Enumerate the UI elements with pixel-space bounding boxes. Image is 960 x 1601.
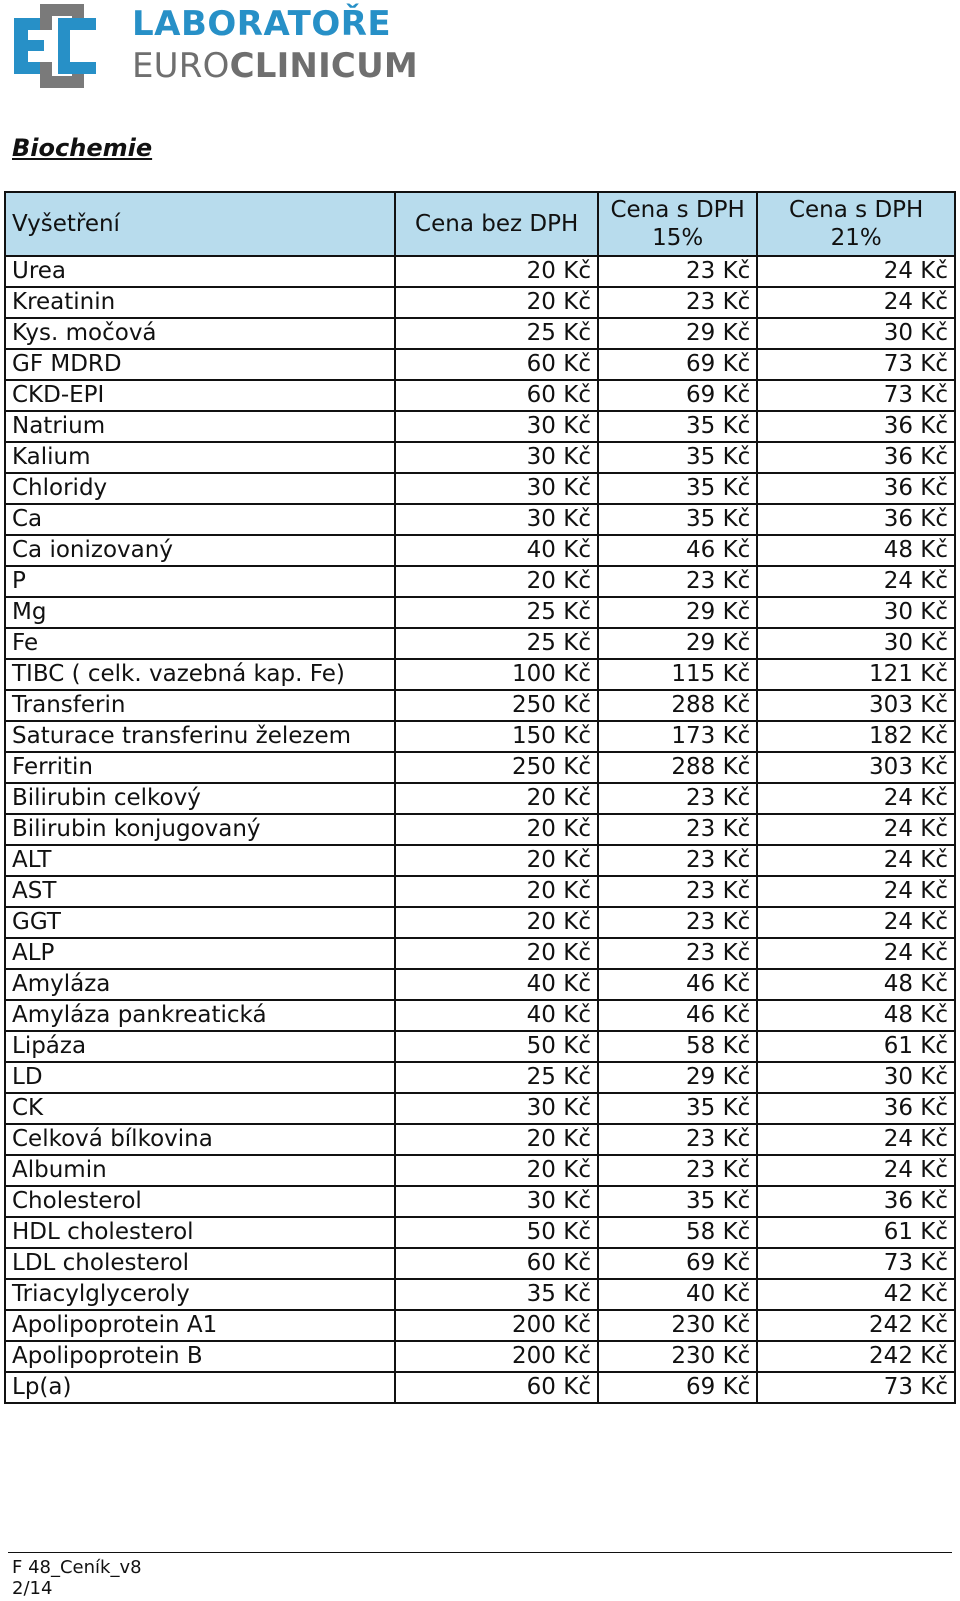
lab-logo xyxy=(14,4,454,88)
table-body xyxy=(5,256,955,1403)
cell-price-vat15: 23 Kč xyxy=(598,1155,757,1186)
cell-name: GF MDRD xyxy=(5,349,395,380)
cell-name: LDL cholesterol xyxy=(5,1248,395,1279)
cell-price-vat21: 303 Kč xyxy=(757,752,955,783)
cell-price-no-vat: 40 Kč xyxy=(395,1000,598,1031)
cell-price-no-vat: 30 Kč xyxy=(395,473,598,504)
cell-name: AST xyxy=(5,876,395,907)
cell-price-vat15: 29 Kč xyxy=(598,318,757,349)
cell-price-vat21: 24 Kč xyxy=(757,1155,955,1186)
cell-price-vat15: 173 Kč xyxy=(598,721,757,752)
header-price-vat15: Cena s DPH 15% xyxy=(598,192,757,256)
cell-name: Lp(a) xyxy=(5,1372,395,1403)
table-row xyxy=(5,938,955,969)
cell-name: Ca xyxy=(5,504,395,535)
header-name: Vyšetření xyxy=(5,192,395,256)
table-row xyxy=(5,287,955,318)
cell-price-vat15: 23 Kč xyxy=(598,907,757,938)
table-row xyxy=(5,566,955,597)
cell-name: P xyxy=(5,566,395,597)
cell-name: Transferin xyxy=(5,690,395,721)
cell-price-no-vat: 20 Kč xyxy=(395,287,598,318)
cell-price-no-vat: 40 Kč xyxy=(395,535,598,566)
cell-price-no-vat: 30 Kč xyxy=(395,1186,598,1217)
cell-name: TIBC ( celk. vazebná kap. Fe) xyxy=(5,659,395,690)
logo-line2-bold: CLINICUM xyxy=(229,46,418,86)
cell-name: Albumin xyxy=(5,1155,395,1186)
cell-price-no-vat: 20 Kč xyxy=(395,1124,598,1155)
cell-name: Bilirubin celkový xyxy=(5,783,395,814)
table-row xyxy=(5,1000,955,1031)
cell-price-vat15: 23 Kč xyxy=(598,783,757,814)
cell-price-no-vat: 40 Kč xyxy=(395,969,598,1000)
cell-name: Apolipoprotein A1 xyxy=(5,1310,395,1341)
cell-price-vat21: 36 Kč xyxy=(757,504,955,535)
cell-price-vat21: 73 Kč xyxy=(757,349,955,380)
cell-name: Triacylglyceroly xyxy=(5,1279,395,1310)
table-row xyxy=(5,659,955,690)
cell-name: Amyláza xyxy=(5,969,395,1000)
cell-name: Celková bílkovina xyxy=(5,1124,395,1155)
cell-price-vat15: 29 Kč xyxy=(598,628,757,659)
table-row xyxy=(5,1093,955,1124)
cell-price-vat15: 23 Kč xyxy=(598,566,757,597)
cell-price-vat21: 36 Kč xyxy=(757,473,955,504)
cell-price-no-vat: 20 Kč xyxy=(395,256,598,287)
cell-price-no-vat: 25 Kč xyxy=(395,597,598,628)
cell-price-no-vat: 60 Kč xyxy=(395,1372,598,1403)
cell-price-vat15: 40 Kč xyxy=(598,1279,757,1310)
footer-page-number: 2/14 xyxy=(12,1578,53,1599)
table-row xyxy=(5,1217,955,1248)
cell-name: Lipáza xyxy=(5,1031,395,1062)
cell-name: Fe xyxy=(5,628,395,659)
cell-price-vat21: 73 Kč xyxy=(757,380,955,411)
cell-name: Cholesterol xyxy=(5,1186,395,1217)
cell-price-no-vat: 60 Kč xyxy=(395,1248,598,1279)
cell-price-vat15: 58 Kč xyxy=(598,1031,757,1062)
cell-price-vat15: 35 Kč xyxy=(598,442,757,473)
cell-price-vat15: 46 Kč xyxy=(598,1000,757,1031)
cell-price-vat15: 23 Kč xyxy=(598,845,757,876)
table-row xyxy=(5,1031,955,1062)
cell-price-no-vat: 20 Kč xyxy=(395,845,598,876)
cell-price-vat21: 30 Kč xyxy=(757,628,955,659)
cell-price-vat21: 36 Kč xyxy=(757,1186,955,1217)
price-table xyxy=(4,191,956,1404)
cell-price-vat21: 61 Kč xyxy=(757,1217,955,1248)
table-row xyxy=(5,380,955,411)
cell-price-vat15: 23 Kč xyxy=(598,814,757,845)
cell-price-vat15: 69 Kč xyxy=(598,1372,757,1403)
table-row xyxy=(5,1062,955,1093)
cell-price-vat21: 30 Kč xyxy=(757,597,955,628)
cell-price-no-vat: 20 Kč xyxy=(395,566,598,597)
cell-price-vat15: 288 Kč xyxy=(598,690,757,721)
cell-price-no-vat: 30 Kč xyxy=(395,1093,598,1124)
cell-name: Saturace transferinu železem xyxy=(5,721,395,752)
cell-price-vat15: 46 Kč xyxy=(598,535,757,566)
table-row xyxy=(5,969,955,1000)
table-row xyxy=(5,690,955,721)
cell-price-vat21: 24 Kč xyxy=(757,814,955,845)
cell-price-vat21: 42 Kč xyxy=(757,1279,955,1310)
table-row xyxy=(5,1279,955,1310)
cell-price-vat21: 30 Kč xyxy=(757,318,955,349)
table-row xyxy=(5,1248,955,1279)
cell-price-vat15: 288 Kč xyxy=(598,752,757,783)
logo-line2 xyxy=(132,46,418,86)
cell-price-no-vat: 25 Kč xyxy=(395,1062,598,1093)
cell-price-no-vat: 20 Kč xyxy=(395,1155,598,1186)
table-row xyxy=(5,814,955,845)
cell-name: CK xyxy=(5,1093,395,1124)
cell-price-vat21: 24 Kč xyxy=(757,907,955,938)
cell-price-vat15: 230 Kč xyxy=(598,1310,757,1341)
cell-name: Chloridy xyxy=(5,473,395,504)
cell-name: Mg xyxy=(5,597,395,628)
table-row xyxy=(5,752,955,783)
table-row xyxy=(5,1310,955,1341)
cell-price-vat15: 69 Kč xyxy=(598,349,757,380)
cell-price-vat21: 73 Kč xyxy=(757,1248,955,1279)
cell-name: Bilirubin konjugovaný xyxy=(5,814,395,845)
cell-price-no-vat: 20 Kč xyxy=(395,938,598,969)
cell-price-no-vat: 60 Kč xyxy=(395,380,598,411)
cell-price-vat15: 35 Kč xyxy=(598,473,757,504)
cell-price-vat21: 48 Kč xyxy=(757,535,955,566)
cell-price-no-vat: 250 Kč xyxy=(395,752,598,783)
cell-name: Natrium xyxy=(5,411,395,442)
cell-price-vat21: 73 Kč xyxy=(757,1372,955,1403)
cell-price-vat15: 29 Kč xyxy=(598,1062,757,1093)
table-row xyxy=(5,473,955,504)
table-row xyxy=(5,628,955,659)
table-row xyxy=(5,1186,955,1217)
cell-price-no-vat: 20 Kč xyxy=(395,907,598,938)
cell-price-no-vat: 20 Kč xyxy=(395,814,598,845)
cell-price-vat15: 58 Kč xyxy=(598,1217,757,1248)
logo-line2-light: EURO xyxy=(132,46,230,86)
cell-price-no-vat: 200 Kč xyxy=(395,1341,598,1372)
cell-price-vat15: 35 Kč xyxy=(598,411,757,442)
table-row xyxy=(5,349,955,380)
cell-name: Apolipoprotein B xyxy=(5,1341,395,1372)
table-row xyxy=(5,442,955,473)
table-row xyxy=(5,535,955,566)
cell-price-no-vat: 30 Kč xyxy=(395,442,598,473)
cell-price-vat15: 230 Kč xyxy=(598,1341,757,1372)
cell-price-vat15: 23 Kč xyxy=(598,287,757,318)
table-row xyxy=(5,256,955,287)
table-row xyxy=(5,721,955,752)
table-row xyxy=(5,597,955,628)
cell-price-vat21: 48 Kč xyxy=(757,969,955,1000)
cell-name: Urea xyxy=(5,256,395,287)
header-price-vat21: Cena s DPH 21% xyxy=(757,192,955,256)
cell-price-vat21: 24 Kč xyxy=(757,287,955,318)
table-row xyxy=(5,504,955,535)
cell-price-vat21: 242 Kč xyxy=(757,1310,955,1341)
euroclinicum-logo-icon xyxy=(14,4,98,88)
logo-line1: LABORATOŘE xyxy=(132,4,392,44)
cell-price-vat21: 24 Kč xyxy=(757,845,955,876)
table-row xyxy=(5,876,955,907)
cell-price-vat15: 69 Kč xyxy=(598,380,757,411)
cell-price-vat15: 29 Kč xyxy=(598,597,757,628)
cell-price-vat15: 35 Kč xyxy=(598,1186,757,1217)
cell-name: GGT xyxy=(5,907,395,938)
cell-price-vat21: 24 Kč xyxy=(757,1124,955,1155)
footer-form-code: F 48_Ceník_v8 xyxy=(12,1557,142,1578)
table-row xyxy=(5,411,955,442)
cell-name: Amyláza pankreatická xyxy=(5,1000,395,1031)
cell-price-vat21: 242 Kč xyxy=(757,1341,955,1372)
cell-price-no-vat: 100 Kč xyxy=(395,659,598,690)
cell-price-no-vat: 30 Kč xyxy=(395,411,598,442)
cell-price-vat15: 23 Kč xyxy=(598,876,757,907)
cell-price-vat15: 115 Kč xyxy=(598,659,757,690)
header-price-no-vat: Cena bez DPH xyxy=(395,192,598,256)
cell-price-no-vat: 25 Kč xyxy=(395,318,598,349)
cell-price-no-vat: 30 Kč xyxy=(395,504,598,535)
cell-price-vat15: 23 Kč xyxy=(598,256,757,287)
cell-name: CKD-EPI xyxy=(5,380,395,411)
cell-price-no-vat: 50 Kč xyxy=(395,1031,598,1062)
cell-price-vat21: 24 Kč xyxy=(757,566,955,597)
cell-price-vat21: 30 Kč xyxy=(757,1062,955,1093)
cell-price-no-vat: 20 Kč xyxy=(395,876,598,907)
cell-price-vat15: 46 Kč xyxy=(598,969,757,1000)
cell-price-vat21: 24 Kč xyxy=(757,938,955,969)
cell-name: LD xyxy=(5,1062,395,1093)
cell-price-vat15: 23 Kč xyxy=(598,1124,757,1155)
cell-price-vat21: 24 Kč xyxy=(757,876,955,907)
cell-price-no-vat: 200 Kč xyxy=(395,1310,598,1341)
table-row xyxy=(5,1155,955,1186)
cell-price-vat21: 303 Kč xyxy=(757,690,955,721)
cell-name: Kalium xyxy=(5,442,395,473)
cell-price-no-vat: 150 Kč xyxy=(395,721,598,752)
cell-price-vat15: 69 Kč xyxy=(598,1248,757,1279)
cell-price-no-vat: 250 Kč xyxy=(395,690,598,721)
footer-divider xyxy=(8,1552,952,1553)
cell-price-no-vat: 20 Kč xyxy=(395,783,598,814)
cell-name: Kreatinin xyxy=(5,287,395,318)
cell-price-no-vat: 50 Kč xyxy=(395,1217,598,1248)
cell-price-vat21: 36 Kč xyxy=(757,1093,955,1124)
cell-name: Kys. močová xyxy=(5,318,395,349)
cell-price-vat21: 61 Kč xyxy=(757,1031,955,1062)
table-row xyxy=(5,318,955,349)
cell-price-vat21: 24 Kč xyxy=(757,256,955,287)
cell-name: ALP xyxy=(5,938,395,969)
cell-price-vat21: 36 Kč xyxy=(757,411,955,442)
cell-name: ALT xyxy=(5,845,395,876)
section-title: Biochemie xyxy=(12,134,153,162)
cell-price-vat21: 48 Kč xyxy=(757,1000,955,1031)
table-row xyxy=(5,907,955,938)
table-row xyxy=(5,1124,955,1155)
cell-price-no-vat: 35 Kč xyxy=(395,1279,598,1310)
cell-price-vat15: 35 Kč xyxy=(598,1093,757,1124)
cell-price-vat15: 23 Kč xyxy=(598,938,757,969)
cell-name: Ferritin xyxy=(5,752,395,783)
table-row xyxy=(5,845,955,876)
table-row xyxy=(5,1372,955,1403)
cell-price-vat15: 35 Kč xyxy=(598,504,757,535)
cell-price-vat21: 121 Kč xyxy=(757,659,955,690)
cell-price-vat21: 24 Kč xyxy=(757,783,955,814)
table-row xyxy=(5,783,955,814)
cell-price-no-vat: 60 Kč xyxy=(395,349,598,380)
table-header-row xyxy=(5,192,955,256)
cell-price-no-vat: 25 Kč xyxy=(395,628,598,659)
table-row xyxy=(5,1341,955,1372)
cell-price-vat21: 36 Kč xyxy=(757,442,955,473)
cell-name: Ca ionizovaný xyxy=(5,535,395,566)
cell-name: HDL cholesterol xyxy=(5,1217,395,1248)
cell-price-vat21: 182 Kč xyxy=(757,721,955,752)
